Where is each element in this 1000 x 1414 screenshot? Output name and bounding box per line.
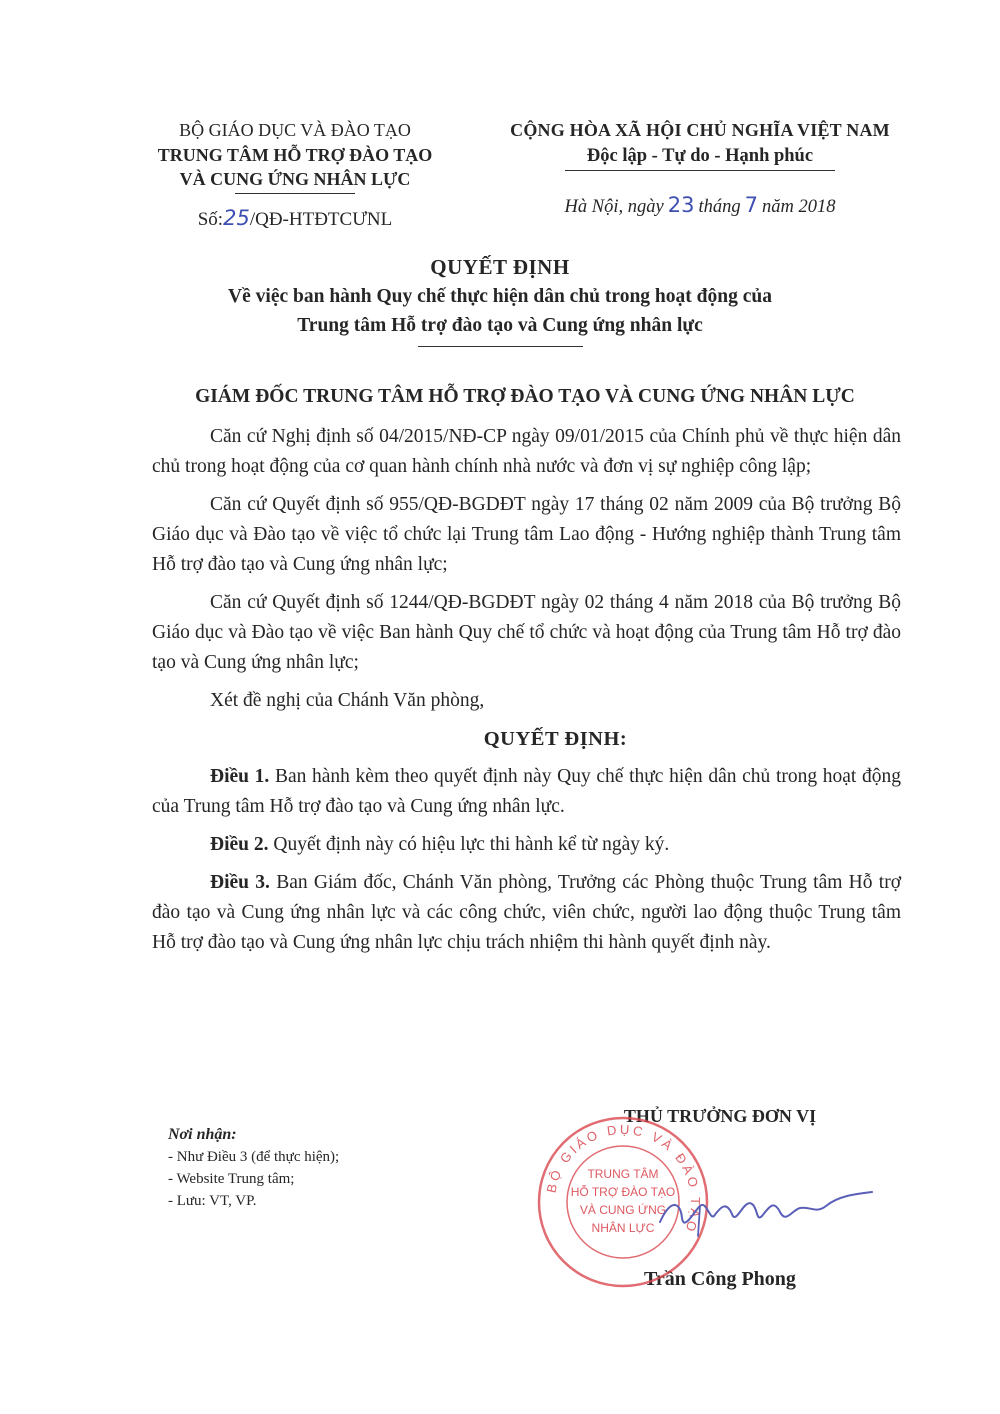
article-label: Điều 3. (210, 872, 270, 893)
decision-title-block (140, 252, 860, 347)
handwritten-signature (640, 1170, 880, 1250)
recipients-block (168, 1124, 488, 1212)
svg-text:VÀ CUNG ỨNG: VÀ CUNG ỨNG (579, 1203, 667, 1217)
subject-line1: Về việc ban hành Quy chế thực hiện dân chủ trong hoạt động của (228, 286, 772, 307)
national-motto: Độc lập - Tự do - Hạnh phúc (586, 146, 814, 166)
date-place-day-label: Hà Nội, ngày (564, 197, 664, 217)
issuing-agency-block (130, 118, 460, 231)
ministry-name: BỘ GIÁO DỤC VÀ ĐÀO TẠO (179, 120, 411, 140)
svg-text:BỘ GIÁO DỤC VÀ ĐÀO TẠO: BỘ GIÁO DỤC VÀ ĐÀO TẠO (543, 1121, 704, 1237)
handwritten-number: 25 (223, 206, 250, 230)
center-name-line1: TRUNG TÂM HỖ TRỢ ĐÀO TẠO (157, 145, 433, 165)
issue-date (480, 193, 920, 218)
number-suffix: /QĐ-HTĐTCƯNL (249, 209, 393, 230)
recipients-heading: Nơi nhận: (168, 1126, 237, 1143)
article-label: Điều 2. (210, 834, 269, 855)
agency-underline (235, 193, 355, 194)
date-year: năm 2018 (761, 197, 836, 217)
basis-paragraph: Căn cứ Nghị định số 04/2015/NĐ-CP ngày 09/01/2015 của Chính phủ về thực hiện dân chủ trong hoạt động của cơ quan hành chính nhà nước và đơn vị sự nghiệp công lập; (152, 426, 901, 477)
recipient-item: - Như Điều 3 (để thực hiện); (168, 1149, 340, 1165)
proposal-paragraph: Xét đề nghị của Chánh Văn phòng, (210, 690, 485, 711)
basis-paragraph: Căn cứ Quyết định số 955/QĐ-BGDĐT ngày 17 tháng 02 năm 2009 của Bộ trưởng Bộ Giáo dục và Đào tạo về việc tổ chức lại Trung tâm Lao động - Hướng nghiệp thành Trung tâm Hỗ trợ đào tạo và Cung ứng nhân lực; (152, 494, 901, 575)
decision-section-heading: QUYẾT ĐỊNH: (483, 728, 628, 750)
handwritten-day: 23 (667, 193, 695, 217)
article-3 (152, 868, 901, 958)
national-header-block (480, 118, 920, 218)
article-2 (152, 830, 901, 860)
article-label: Điều 1. (210, 766, 270, 787)
decision-heading: QUYẾT ĐỊNH (430, 255, 570, 279)
issuing-authority: GIÁM ĐỐC TRUNG TÂM HỖ TRỢ ĐÀO TẠO VÀ CUNG ỨNG NHÂN LỰC (195, 386, 855, 407)
date-month-label: tháng (698, 197, 741, 217)
svg-text:NHÂN LỰC: NHÂN LỰC (591, 1221, 655, 1235)
svg-text:HỖ TRỢ ĐÀO TẠO: HỖ TRỢ ĐÀO TẠO (570, 1185, 676, 1199)
article-text: Ban Giám đốc, Chánh Văn phòng, Trưởng các Phòng thuộc Trung tâm Hỗ trợ đào tạo và Cung ứng nhân lực và các công chức, viên chức, người lao động thuộc Trung tâm Hỗ trợ đào tạo và Cung ứng nhân lực chịu trách nhiệm thi hành quyết định này. (152, 872, 902, 953)
nation-name: CỘNG HÒA XÃ HỘI CHỦ NGHĨA VIỆT NAM (510, 120, 890, 140)
article-text: Ban hành kèm theo quyết định này Quy chế thực hiện dân chủ trong hoạt động của Trung tâm Hỗ trợ đào tạo và Cung ứng nhân lực. (152, 766, 901, 817)
title-underline (418, 346, 583, 347)
handwritten-month: 7 (744, 193, 758, 217)
recipient-item: - Website Trung tâm; (168, 1171, 295, 1187)
center-name-line2: VÀ CUNG ỨNG NHÂN LỰC (179, 169, 411, 189)
document-number (130, 206, 460, 231)
subject-line2: Trung tâm Hỗ trợ đào tạo và Cung ứng nhân lực (297, 315, 703, 336)
signer-name: Trần Công Phong (644, 1268, 796, 1290)
number-prefix: Số: (197, 209, 224, 230)
svg-text:TRUNG TÂM: TRUNG TÂM (587, 1167, 659, 1181)
motto-underline (565, 170, 835, 171)
document-body (152, 422, 901, 966)
article-text: Quyết định này có hiệu lực thi hành kể từ ngày ký. (273, 834, 670, 855)
article-1 (152, 762, 901, 822)
basis-paragraph: Căn cứ Quyết định số 1244/QĐ-BGDĐT ngày 02 tháng 4 năm 2018 của Bộ trưởng Bộ Giáo dục và Đào tạo về việc Ban hành Quy chế tổ chức và hoạt động của Trung tâm Hỗ trợ đào tạo và Cung ứng nhân lực; (152, 592, 901, 673)
signer-role: THỦ TRƯỞNG ĐƠN VỊ (623, 1106, 817, 1126)
recipient-item: - Lưu: VT, VP. (168, 1193, 257, 1209)
